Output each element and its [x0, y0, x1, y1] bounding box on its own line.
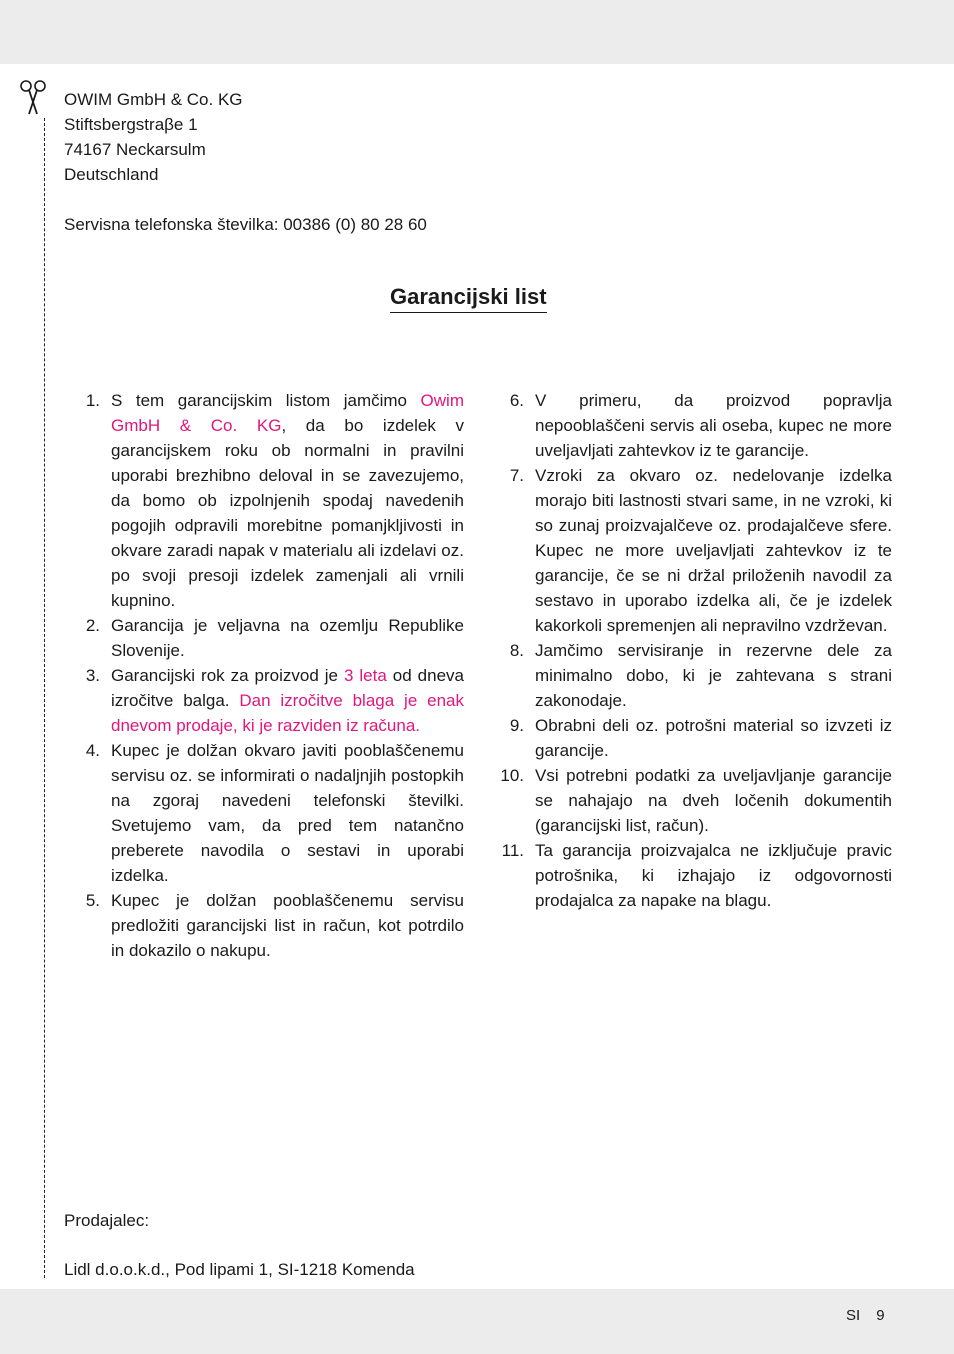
list-item	[64, 388, 464, 613]
warranty-terms-right-column	[488, 388, 892, 913]
seller-label: Prodajalec:	[64, 1211, 150, 1230]
top-band	[0, 0, 954, 64]
page-number: 9	[876, 1307, 885, 1324]
service-phone: Servisna telefonska številka: 00386 (0) 80 28 60	[64, 215, 427, 234]
item-number: 1.	[85, 391, 100, 410]
delivery-date-highlight: Dan izročitve blaga je enak dnevom prodaje, ki je razviden iz računa.	[111, 691, 464, 735]
list-item	[488, 463, 892, 638]
item-number: 8.	[509, 641, 524, 660]
item-number: 4.	[85, 741, 100, 760]
company-name-highlight: Owim GmbH & Co. KG	[111, 391, 464, 435]
item-text: Ta garancija proizvajalca ne izključuje pravic potrošnika, ki izhajajo iz odgovornosti prodajalca za napake na blagu.	[535, 841, 892, 910]
item-number: 10.	[500, 766, 524, 785]
address-line: OWIM GmbH & Co. KG	[64, 90, 243, 109]
warranty-terms-left-column	[64, 388, 464, 963]
scissors-icon	[18, 78, 48, 116]
list-item	[488, 388, 892, 463]
list-item	[488, 838, 892, 913]
list-item	[488, 713, 892, 763]
item-number: 7.	[509, 466, 524, 485]
list-item	[488, 638, 892, 713]
list-item	[488, 763, 892, 838]
seller-address: Lidl d.o.o.k.d., Pod lipami 1, SI-1218 Komenda	[64, 1260, 415, 1279]
list-item	[64, 613, 464, 663]
item-text: Vsi potrebni podatki za uveljavljanje garancije se nahajajo na dveh ločenih dokumentih (garancijski list, račun).	[535, 766, 892, 835]
manufacturer-address	[64, 87, 243, 187]
item-text: Garancija je veljavna na ozemlju Republike Slovenije.	[111, 616, 464, 660]
item-text: Kupec je dolžan okvaro javiti pooblaščenemu servisu oz. se informirati o nadaljnjih postopkih na zgoraj navedeni telefonski številki. Svetujemo vam, da pred tem natančno preberete navodila o sestavi in uporabi izdelka.	[111, 741, 464, 885]
address-line: 74167 Neckarsulm	[64, 140, 206, 159]
page-title: Garancijski list	[390, 283, 547, 313]
item-number: 9.	[509, 716, 524, 735]
warranty-period-highlight: 3 leta	[343, 666, 387, 685]
list-item	[64, 738, 464, 888]
item-text: Obrabni deli oz. potrošni material so izvzeti iz garancije.	[535, 716, 892, 760]
item-number: 11.	[501, 841, 524, 860]
item-text: Garancijski rok za proizvod je 3 leta od dneva izročitve balga. Dan izročitve blaga je enak dnevom prodaje, ki je razviden iz računa.	[111, 666, 464, 735]
address-line: Deutschland	[64, 165, 159, 184]
item-text: Kupec je dolžan pooblaščenemu servisu predložiti garancijski list in račun, kot potrdilo in dokazilo o nakupu.	[111, 891, 464, 960]
item-text: V primeru, da proizvod popravlja nepooblaščeni servis ali oseba, kupec ne more uveljavljati zahtevkov iz te garancije.	[535, 391, 892, 460]
address-line: Stiftsbergstraβe 1	[64, 115, 198, 134]
item-number: 5.	[85, 891, 100, 910]
cut-line	[44, 118, 45, 1278]
page-footer	[846, 1306, 885, 1326]
item-number: 2.	[85, 616, 100, 635]
list-item	[64, 663, 464, 738]
item-text: S tem garancijskim listom jamčimo Owim GmbH & Co. KG, da bo izdelek v garancijskem roku ob normalni in pravilni uporabi brezhibno deloval in se zavezujemo, da bomo ob izpolnjenih spodaj navedenih pogojih odpravili morebitne pomanjkljivosti in okvare zaradi napak v materialu ali izdelavi oz. po svoji presoji izdelek zamenjali ali vrnili kupnino.	[111, 391, 465, 610]
list-item	[64, 888, 464, 963]
item-text: Jamčimo servisiranje in rezervne dele za minimalno dobo, ki je zahtevana s strani zakonodaje.	[535, 641, 892, 710]
item-text: Vzroki za okvaro oz. nedelovanje izdelka morajo biti lastnosti stvari same, in ne vzroki, ki so zunaj proizvajalčeve oz. prodajalčeve sfere. Kupec ne more uveljavljati zahtevkov iz te garancije, če se ni držal priloženih navodil za sestavo in uporabo izdelka ali, če je izdelek kakorkoli spremenjen ali nepravilno vzdrževan.	[535, 466, 892, 635]
item-number: 3.	[85, 666, 100, 685]
bottom-band	[0, 1289, 954, 1354]
language-code: SI	[846, 1307, 861, 1324]
item-number: 6.	[509, 391, 524, 410]
